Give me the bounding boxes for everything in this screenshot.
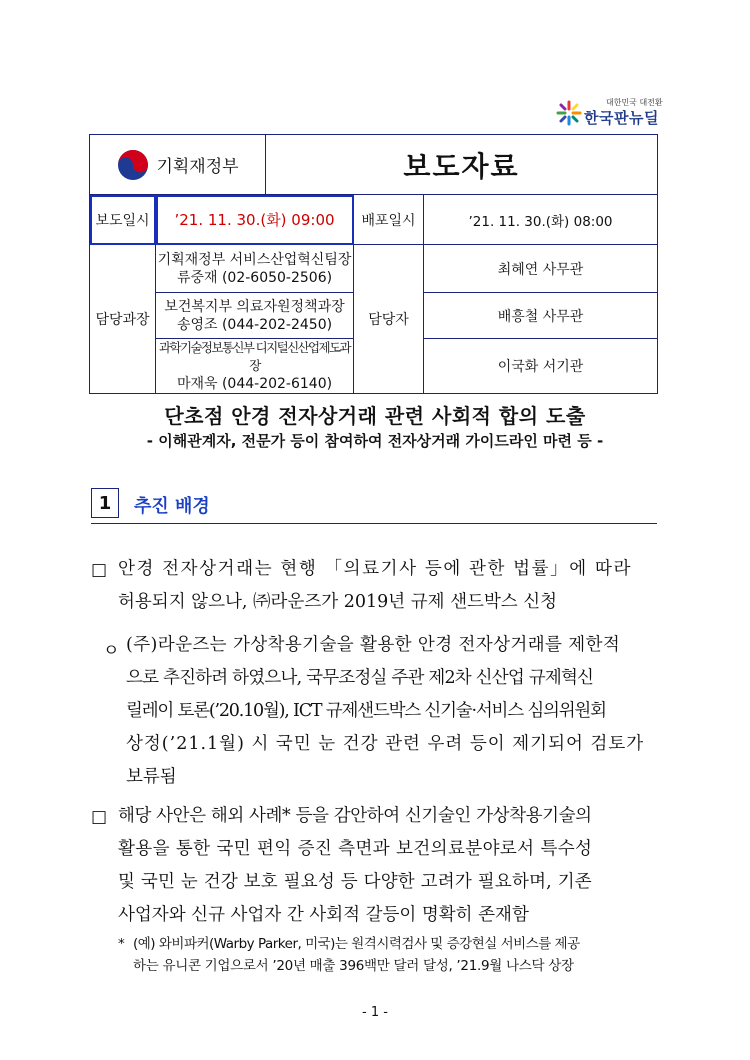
paragraph-line: 활용을 통한 국민 편익 증진 측면과 보건의료분야로서 특수성 — [118, 839, 593, 859]
dist-label-cell — [354, 195, 424, 245]
report-time-cell — [156, 195, 354, 245]
section-number: 1 — [91, 488, 119, 518]
dept-cell — [156, 245, 354, 293]
paragraph-line: (주)라운즈는 가상착용기술을 활용한 안경 전자상거래를 제한적 — [126, 635, 621, 655]
square-bullet: □ — [91, 560, 108, 580]
paragraph — [118, 800, 658, 932]
doc-type-title: 보도자료 — [403, 149, 520, 183]
paragraph-line: 릴레이 토론(’20.10월), ICT 규제샌드박스 신기술·서비스 심의위원회 — [126, 701, 606, 721]
press-title: 단초점 안경 전자상거래 관련 사회적 합의 도출 — [164, 404, 586, 428]
dept-cell — [156, 293, 354, 339]
brand-name: 한국판뉴딜 — [584, 109, 659, 127]
paragraph — [126, 629, 658, 794]
person-name: 이국화 서기관 — [497, 359, 584, 375]
dept-contact: 송영조 (044-202-2450) — [176, 316, 333, 333]
dept-contact: 마재욱 (044-202-6140) — [176, 376, 333, 392]
footnote-line: 하는 유니콘 기업으로서 ’20년 매출 396백만 달러 달성, ’21.9월 나스닥 상장 — [133, 958, 574, 974]
section-title: 추진 배경 — [134, 496, 210, 517]
footnote — [133, 933, 659, 977]
section-divider — [91, 523, 657, 524]
dist-time: ’21. 11. 30.(화) 08:00 — [468, 213, 613, 230]
dept-name: 보건복지부 의료자원정책과장 — [164, 298, 345, 315]
dist-time-cell — [424, 195, 658, 245]
paragraph-line: 허용되지 않으나, ㈜라운즈가 2019년 규제 샌드박스 신청 — [118, 592, 558, 612]
paragraph-line: 보류됨 — [126, 767, 177, 787]
new-deal-burst-icon — [556, 100, 582, 126]
footnote-line: (예) 와비파커(Warby Parker, 미국)는 원격시력검사 및 증강현실 서비스를 제공 — [133, 936, 580, 952]
paragraph-line: 으로 추진하려 하였으나, 국무조정실 주관 제2차 신산업 규제혁신 — [126, 668, 594, 688]
press-info-table — [89, 134, 658, 394]
footnote-marker: * — [118, 936, 125, 952]
dept-name: 기획재정부 서비스산업혁신팀장 — [157, 251, 352, 268]
korean-new-deal-logo — [556, 96, 666, 130]
doc-type-cell — [266, 135, 658, 195]
person-name: 배흥철 사무관 — [497, 308, 584, 325]
ministry-logo-cell — [90, 135, 266, 195]
person-label: 담당자 — [368, 312, 409, 328]
taegeuk-emblem-icon — [116, 148, 150, 182]
page-number: - 1 - — [362, 1005, 388, 1020]
dept-label-cell — [90, 245, 156, 394]
paragraph-line: 상정(’21.1월) 시 국민 눈 건강 관련 우려 등이 제기되어 검토가 — [126, 734, 645, 754]
circle-bullet: ㅇ — [103, 641, 120, 661]
dept-contact: 류중재 (02-6050-2506) — [176, 269, 333, 286]
person-label-cell — [354, 245, 424, 394]
paragraph-line: 및 국민 눈 건강 보호 필요성 등 다양한 고려가 필요하며, 기존 — [118, 872, 592, 892]
square-bullet: □ — [91, 807, 108, 827]
brand-tagline: 대한민국 대전환 — [606, 98, 663, 107]
dept-label: 담당과장 — [95, 312, 150, 328]
report-label-cell — [90, 195, 156, 245]
paragraph — [118, 553, 658, 619]
person-name: 최혜연 사무관 — [497, 261, 584, 278]
ministry-name: 기획재정부 — [156, 157, 239, 177]
report-label: 보도일시 — [95, 212, 150, 229]
person-cell — [424, 293, 658, 339]
paragraph-line: 해당 사안은 해외 사례* 등을 감안하여 신기술인 가상착용기술의 — [118, 806, 592, 826]
paragraph-line: 사업자와 신규 사업자 간 사회적 갈등이 명확히 존재함 — [118, 905, 529, 925]
dept-cell — [156, 339, 354, 394]
paragraph-line: 안경 전자상거래는 현행 「의료기사 등에 관한 법률」에 따라 — [118, 559, 632, 579]
press-subtitle: - 이해관계자, 전문가 등이 참여하여 전자상거래 가이드라인 마련 등 - — [146, 432, 604, 450]
report-time: ’21. 11. 30.(화) 09:00 — [174, 211, 335, 229]
dept-name: 과학기술정보통신부 디지털신산업제도과장 — [159, 340, 350, 373]
dist-label: 배포일시 — [361, 212, 416, 229]
person-cell — [424, 245, 658, 293]
person-cell — [424, 339, 658, 394]
